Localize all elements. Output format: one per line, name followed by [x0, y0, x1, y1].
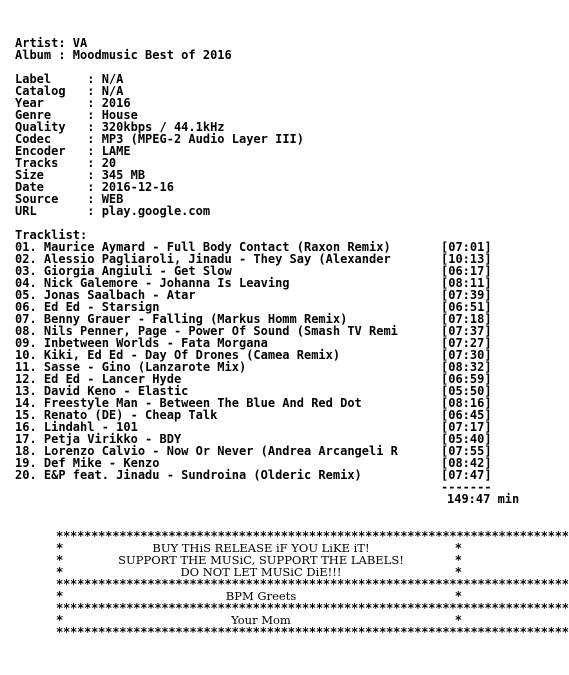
- info-value: 2016-12-16: [101, 180, 174, 194]
- track-title: 10. Kiki, Ed Ed - Day Of Drones (Camea Remix): [15, 348, 341, 362]
- track-duration: [07:27]: [441, 336, 492, 350]
- info-value: play.google.com: [101, 204, 211, 218]
- info-value: House: [101, 108, 138, 122]
- info-row: Year : 2016: [15, 96, 131, 110]
- info-key: Catalog: [15, 84, 88, 98]
- track-title: 06. Ed Ed - Starsign: [15, 300, 160, 314]
- track-title: 05. Jonas Saalbach - Atar: [15, 288, 196, 302]
- track-title: 04. Nick Galemore - Johanna Is Leaving: [15, 276, 290, 290]
- track-title: 08. Nils Penner, Page - Power Of Sound (Smash TV Remi: [15, 324, 398, 338]
- tracklist: [15, 241, 528, 481]
- track-duration: [10:13]: [441, 252, 492, 266]
- box-border: *************************************************************************: [56, 625, 569, 639]
- track-title: 09. Inbetween Worlds - Fata Morgana: [15, 336, 268, 350]
- track-title: 13. David Keno - Elastic: [15, 384, 189, 398]
- info-row: Tracks : 20: [15, 156, 117, 170]
- info-row: Codec : MP3 (MPEG-2 Audio Layer III): [15, 132, 304, 146]
- box-border: *************************************************************************: [56, 577, 569, 591]
- info-row: Size : 345 MB: [15, 168, 146, 182]
- info-value: LAME: [101, 144, 131, 158]
- track-duration: [07:01]: [441, 240, 492, 254]
- info-key: Source: [15, 192, 88, 206]
- track-duration: [06:51]: [441, 300, 492, 314]
- total-duration: 149:47 min: [447, 492, 520, 506]
- track-title: 20. E&P feat. Jinadu - Sundroina (Olderic Remix): [15, 468, 362, 482]
- box-edge-left: *: [56, 589, 64, 603]
- info-value: 2016: [101, 96, 131, 110]
- info-row: Catalog : N/A: [15, 84, 124, 98]
- track-title: 03. Giorgia Angiuli - Get Slow: [15, 264, 232, 278]
- info-value: WEB: [101, 192, 124, 206]
- track-duration: [08:32]: [441, 360, 492, 374]
- track-duration: [05:50]: [441, 384, 492, 398]
- box-edge-left: *: [56, 613, 64, 627]
- info-table: [15, 73, 528, 217]
- track-duration: [06:45]: [441, 408, 492, 422]
- track-duration: [07:55]: [441, 444, 492, 458]
- support-message-3: DO NOT LET MUSiC DiE!!!: [180, 565, 342, 579]
- info-key: Date: [15, 180, 88, 194]
- track-duration: [07:37]: [441, 324, 492, 338]
- support-message-2: SUPPORT THE MUSiC, SUPPORT THE LABELS!: [118, 553, 404, 567]
- box-edge-left: *: [56, 541, 64, 555]
- track-title: 02. Alessio Pagliaroli, Jinadu - They Say (Alexander: [15, 252, 391, 266]
- info-key: Quality: [15, 120, 88, 134]
- info-key: Encoder: [15, 144, 88, 158]
- info-key: Label: [15, 72, 88, 86]
- track-title: 19. Def Mike - Kenzo: [15, 456, 160, 470]
- track-duration: [07:18]: [441, 312, 492, 326]
- info-row: Encoder : LAME: [15, 144, 131, 158]
- track-title: 14. Freestyle Man - Between The Blue And Red Dot: [15, 396, 362, 410]
- track-duration: [08:42]: [441, 456, 492, 470]
- info-row: Label : N/A: [15, 72, 124, 86]
- info-key: Codec: [15, 132, 88, 146]
- info-value: 345 MB: [101, 168, 146, 182]
- info-row: URL : play.google.com: [15, 204, 211, 218]
- info-key: URL: [15, 204, 88, 218]
- box-edge-left: *: [56, 565, 64, 579]
- track-title: 01. Maurice Aymard - Full Body Contact (Raxon Remix): [15, 240, 391, 254]
- track-title: 07. Benny Grauer - Falling (Markus Homm Remix): [15, 312, 348, 326]
- info-value: MP3 (MPEG-2 Audio Layer III): [101, 132, 304, 146]
- box-border: *************************************************************************: [56, 601, 569, 615]
- track-duration: [06:59]: [441, 372, 492, 386]
- track-title: 12. Ed Ed - Lancer Hyde: [15, 372, 182, 386]
- box-edge-right: *: [454, 613, 462, 627]
- info-row: Date : 2016-12-16: [15, 180, 174, 194]
- spacer: [15, 217, 528, 229]
- box-edge-right: *: [454, 589, 462, 603]
- info-key: Genre: [15, 108, 88, 122]
- info-key: Year: [15, 96, 88, 110]
- info-key: Size: [15, 168, 88, 182]
- greets-entry: Your Mom: [231, 613, 291, 627]
- info-row: Quality : 320kbps / 44.1kHz: [15, 120, 225, 134]
- track-title: 17. Petja Virikko - BDY: [15, 432, 182, 446]
- artist-line: Artist: VA: [15, 36, 88, 50]
- track-duration: [08:16]: [441, 396, 492, 410]
- box-edge-right: *: [454, 553, 462, 567]
- tracklist-heading: Tracklist:: [15, 228, 88, 242]
- info-row: Genre : House: [15, 108, 138, 122]
- track-title: 11. Sasse - Gino (Lanzarote Mix): [15, 360, 247, 374]
- track-duration: [07:47]: [441, 468, 492, 482]
- info-value: 320kbps / 44.1kHz: [101, 120, 225, 134]
- track-title: 18. Lorenzo Calvio - Now Or Never (Andrea Arcangeli R: [15, 444, 398, 458]
- info-value: N/A: [101, 72, 124, 86]
- box-edge-left: *: [56, 553, 64, 567]
- track-duration: [07:39]: [441, 288, 492, 302]
- album-line: Album : Moodmusic Best of 2016: [15, 48, 232, 62]
- info-row: Source : WEB: [15, 192, 124, 206]
- box-edge-right: *: [454, 565, 462, 579]
- track-duration: [05:40]: [441, 432, 492, 446]
- info-key: Tracks: [15, 156, 88, 170]
- track-duration: [06:17]: [441, 264, 492, 278]
- box-edge-right: *: [454, 541, 462, 555]
- track-title: 16. Lindahl - 101: [15, 420, 138, 434]
- support-message-1: BUY THiS RELEASE iF YOU LiKE iT!: [152, 541, 370, 555]
- track-duration: [08:11]: [441, 276, 492, 290]
- track-title: 15. Renato (DE) - Cheap Talk: [15, 408, 218, 422]
- total-rule: -------: [441, 480, 492, 494]
- greeting-box: [56, 529, 569, 639]
- greets-heading: BPM Greets: [225, 589, 297, 603]
- info-value: 20: [101, 156, 117, 170]
- track-duration: [07:30]: [441, 348, 492, 362]
- track-duration: [07:17]: [441, 420, 492, 434]
- info-value: N/A: [101, 84, 124, 98]
- release-info-document: [15, 37, 528, 505]
- box-border: *************************************************************************: [56, 529, 569, 543]
